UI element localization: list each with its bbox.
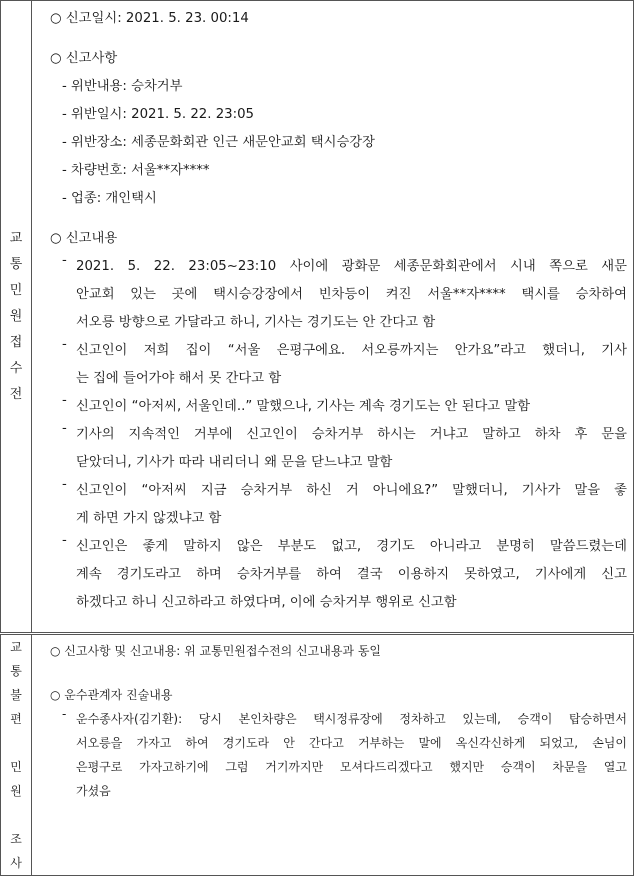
bullet-dash: - — [62, 421, 67, 436]
report-items-list — [50, 73, 633, 213]
side-label-char: 편 — [10, 712, 22, 726]
side-label-chars — [1, 226, 31, 408]
side-label-char: 교 — [9, 230, 23, 246]
side-label-char: 불 — [10, 688, 22, 702]
statement-line: 서오릉을 가자고 하여 경기도라 안 간다고 거부하는 말에 옥신각신하게 되었고, 손님이 — [76, 736, 627, 750]
paragraph-line: 신고인은 좋게 말하지 않은 부분도 없고, 경기도 아니라고 분명히 말씀드렸는데 — [76, 539, 627, 554]
paragraph-line: 서오릉 방향으로 가달라고 하니, 기사는 경기도는 안 간다고 함 — [76, 315, 436, 330]
report-datetime: ○ 신고일시: 2021. 5. 23. 00:14 — [50, 11, 249, 26]
content-paragraph — [50, 337, 633, 393]
report-item: - 차량번호: 서울**자**** — [62, 163, 210, 178]
report-item: - 위반장소: 세종문화회관 인근 새문안교회 택시승강장 — [62, 135, 375, 150]
paragraph-line: 2021. 5. 22. 23:05~23:10 사이에 광화문 세종문화회관에서 시내 쪽으로 새문 — [76, 259, 627, 274]
content-paragraph — [50, 393, 633, 421]
content-paragraph — [50, 253, 633, 337]
section-label-complaint-receipt — [1, 1, 32, 634]
side-label-chars — [1, 635, 31, 875]
bullet-dash: - — [62, 707, 67, 721]
statement-paragraph — [50, 707, 633, 803]
statement-line: 가셨음 — [76, 784, 111, 798]
report-item: - 위반일시: 2021. 5. 22. 23:05 — [62, 107, 255, 122]
side-label-char: 수 — [9, 360, 23, 376]
side-label-char: 교 — [10, 640, 22, 654]
paragraph-line: 하겠다고 하니 신고하라고 하였다며, 이에 승차거부 행위로 신고함 — [76, 595, 457, 610]
report-content-paragraphs — [50, 253, 633, 617]
content-heading: ○ 신고내용 — [50, 231, 118, 246]
paragraph-line: 기사의 지속적인 거부에 신고인이 승차거부 하시는 거냐고 말하고 하차 후 문을 — [76, 427, 627, 442]
paragraph-line: 신고인이 “아저씨, 서울인데..” 말했으나, 기사는 계속 경기도는 안 된다고 말함 — [76, 399, 531, 414]
content-paragraph — [50, 477, 633, 533]
report-item: - 업종: 개인택시 — [62, 191, 157, 206]
bullet-dash: - — [62, 477, 67, 492]
investigation-summary: ○ 신고사항 및 신고내용: 위 교통민원접수전의 신고내용과 동일 — [50, 644, 382, 658]
paragraph-line: 게 하면 가지 않겠냐고 함 — [76, 511, 222, 526]
bullet-dash: - — [62, 533, 67, 548]
statement-line: 운수종사자(김기환): 당시 본인차량은 택시정류장에 정차하고 있는데, 승객이 탑승하면서 — [76, 712, 627, 726]
section-investigation — [32, 634, 634, 876]
statement-heading: ○ 운수관계자 진술내용 — [50, 688, 173, 702]
statement-line: 은평구로 가자고하기에 그럼 거기까지만 모셔다드리겠다고 했지만 승객이 차문을 열고 — [76, 760, 627, 774]
items-heading: ○ 신고사항 — [50, 51, 118, 66]
side-label-char: 조 — [10, 832, 22, 846]
content-paragraph — [50, 421, 633, 477]
paragraph-line: 신고인이 “아저씨 지금 승차거부 하신 거 아니에요?” 말했더니, 기사가 말을 좋 — [76, 483, 627, 498]
content-paragraph — [50, 533, 633, 617]
paragraph-line: 닫았더니, 기사가 따라 내리더니 왜 문을 닫느냐고 말함 — [76, 455, 393, 470]
bullet-dash: - — [62, 253, 67, 268]
side-label-char: 원 — [9, 308, 23, 324]
bullet-dash: - — [62, 393, 67, 408]
side-label-char: 민 — [10, 760, 22, 774]
report-item: - 위반내용: 승차거부 — [62, 79, 183, 94]
side-label-char: 원 — [10, 784, 22, 798]
side-label-char: 접 — [9, 334, 23, 350]
paragraph-line: 안교회 있는 곳에 택시승강장에서 빈차등이 켜진 서울**자**** 택시를 승차하여 — [76, 287, 627, 302]
side-label-char: 사 — [10, 856, 22, 870]
section-label-investigation — [1, 634, 32, 876]
bullet-dash: - — [62, 337, 67, 352]
paragraph-line: 는 집에 들어가야 해서 못 간다고 함 — [76, 371, 282, 386]
side-label-char: 통 — [9, 256, 23, 272]
section-complaint-receipt — [32, 1, 634, 634]
side-label-char: 전 — [9, 386, 23, 402]
paragraph-line: 신고인이 저희 집이 “서울 은평구에요. 서오릉까지는 안가요”라고 했더니, 기사 — [76, 343, 627, 358]
side-label-char: 민 — [9, 282, 23, 298]
paragraph-line: 계속 경기도라고 하며 승차거부를 하여 결국 이용하지 못하였고, 기사에게 신고 — [76, 567, 627, 582]
side-label-char: 통 — [10, 664, 22, 678]
